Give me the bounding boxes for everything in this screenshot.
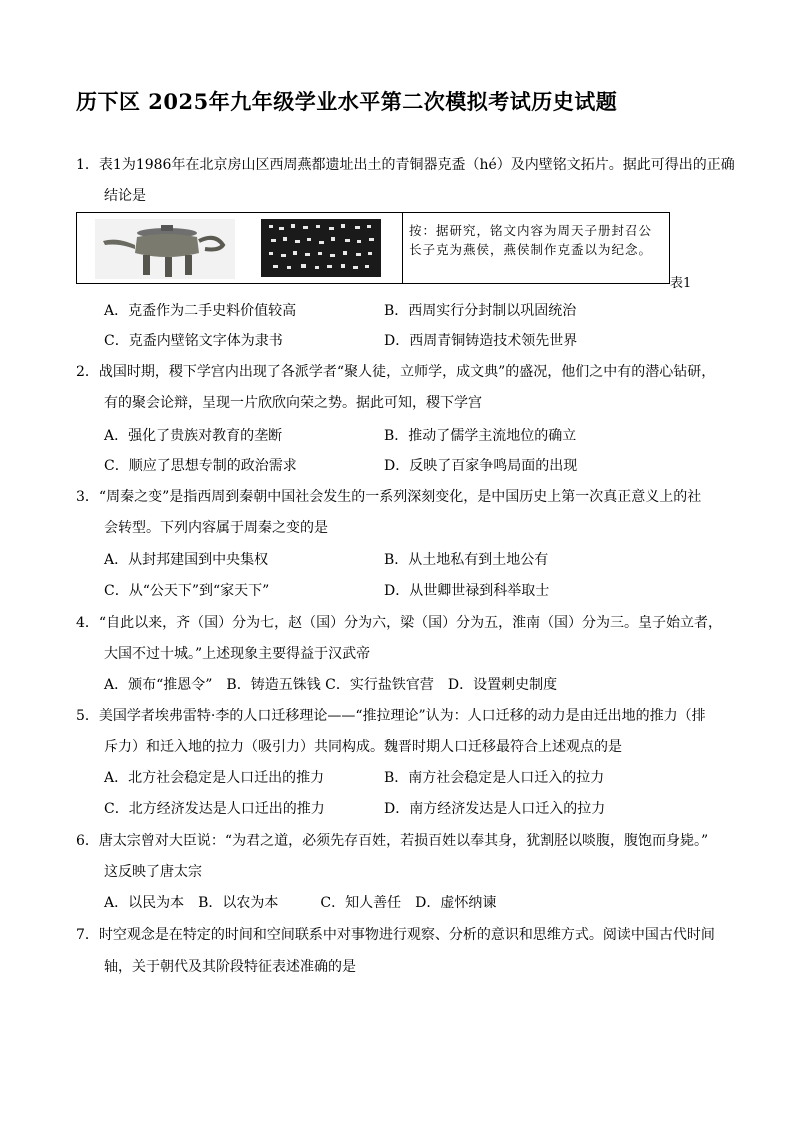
bronze-vessel-image [95,219,235,279]
question-1-option-c: C．克盉内壁铭文字体为隶书 [104,333,283,349]
question-6-text: 6．唐太宗曾对大臣说：“为君之道，必须先存百姓，若损百姓以奉其身，犹割胫以啖腹，腹饱而身毙。” [76,833,709,849]
question-3-option-d: D．从世卿世禄到科举取士 [384,583,550,599]
question-6-text-cont: 这反映了唐太宗 [104,864,202,880]
question-1-option-a: A．克盉作为二手史料价值较高 [104,303,297,319]
question-5-option-c: C．北方经济发达是人口迁出的推力 [104,801,325,817]
question-1-text-cont: 结论是 [104,188,146,204]
question-2-text: 2．战国时期，稷下学宫内出现了各派学者“聚人徒，立师学，成文典”的盛况，他们之中有的潜心钻研， [76,364,716,380]
question-2-text-cont: 有的聚会论辩，呈现一片欣欣向荣之势。据此可知，稷下学宫 [104,395,482,411]
question-3-option-c: C．从“公天下”到“家天下” [104,583,270,599]
question-4-text: 4．“自此以来，齐（国）分为七，赵（国）分为六，梁（国）分为五，淮南（国）分为三。皇子始立者， [76,615,723,631]
question-6-options: A．以民为本 B．以农为本 C．知人善任 D．虚怀纳谏 [104,895,497,911]
question-2-option-d: D．反映了百家争鸣局面的出现 [384,458,578,474]
question-3-text-cont: 会转型。下列内容属于周秦之变的是 [104,520,328,536]
question-1-option-d: D．西周青铜铸造技术领先世界 [384,333,578,349]
question-3-text: 3．“周秦之变”是指西周到秦朝中国社会发生的一系列深刻变化，是中国历史上第一次真正意义上的社 [76,489,702,505]
question-5-text: 5．美国学者埃弗雷特·李的人口迁移理论——“推拉理论”认为：人口迁移的动力是由迁出地的推力（排 [76,708,706,724]
question-3-option-b: B．从土地私有到土地公有 [384,552,549,568]
inscription-rubbing-image [261,219,381,277]
question-7-text: 7．时空观念是在特定的时间和空间联系中对事物进行观察、分析的意识和思维方式。阅读中国古代时间 [76,927,715,943]
question-2-option-b: B．推动了儒学主流地位的确立 [384,428,577,444]
question-2-option-c: C．顺应了思想专制的政治需求 [104,458,297,474]
question-2-option-a: A．强化了贵族对教育的垄断 [104,428,283,444]
table-divider [402,213,403,283]
question-7-text-cont: 轴，关于朝代及其阶段特征表述准确的是 [104,959,356,975]
question-5-option-d: D．南方经济发达是人口迁入的拉力 [384,801,606,817]
table-note: 按：据研究，铭文内容为周天子册封召公长子克为燕侯，燕侯制作克盉以为纪念。 [409,223,653,257]
question-3-option-a: A．从封邦建国到中央集权 [104,552,269,568]
question-1-text: 1．表1为1986年在北京房山区西周燕都遗址出土的青铜器克盉（hé）及内壁铭文拓片。据此可得出的正确 [76,157,735,173]
page-title: 历下区 2025年九年级学业水平第二次模拟考试历史试题 [76,89,618,114]
question-4-options: A．颁布“推恩令” B．铸造五铢钱 C．实行盐铁官营 D．设置刺史制度 [104,677,558,693]
question-5-option-a: A．北方社会稳定是人口迁出的推力 [104,770,325,786]
question-5-option-b: B．南方社会稳定是人口迁入的拉力 [384,770,605,786]
table-1 [76,212,670,284]
table-label: 表1 [670,276,692,291]
question-1-option-b: B．西周实行分封制以巩固统治 [384,303,577,319]
question-4-text-cont: 大国不过十城。”上述现象主要得益于汉武帝 [104,646,371,662]
question-5-text-cont: 斥力）和迁入地的拉力（吸引力）共同构成。魏晋时期人口迁移最符合上述观点的是 [104,739,622,755]
